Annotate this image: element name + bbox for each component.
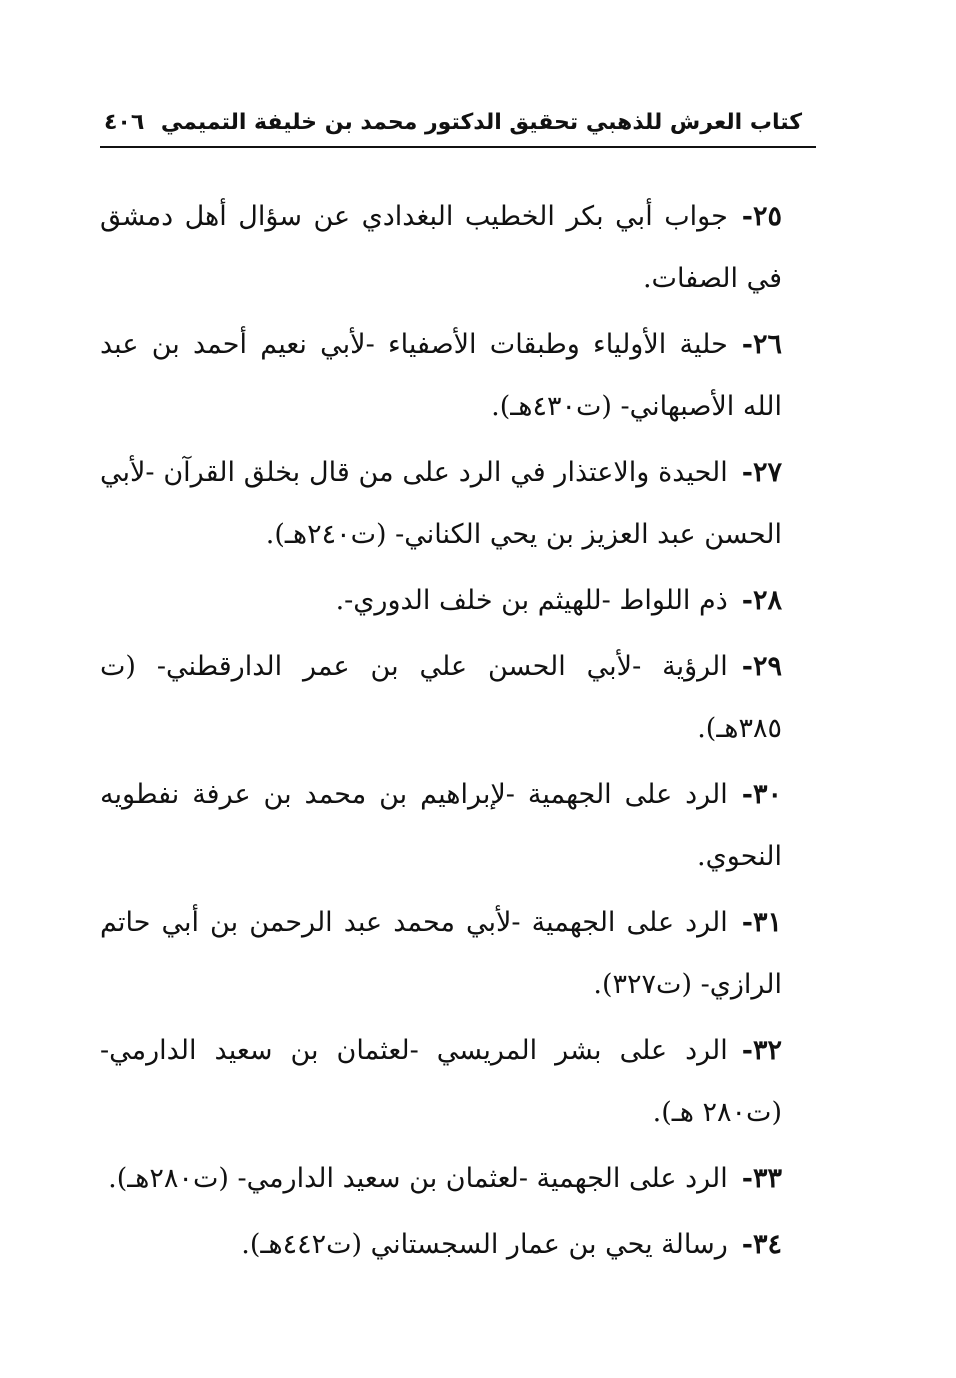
entry-text: الرد على الجهمية -لعثمان بن سعيد الدارمي- (ت٢٨٠هـ). — [108, 1163, 728, 1194]
entry-text: الرؤية -لأبي الحسن علي بن عمر الدارقطني- (ت ٣٨٥هـ). — [100, 651, 782, 744]
entry-number: ٢٥- — [741, 201, 782, 232]
list-item — [100, 1148, 782, 1210]
entry-number: ٢٩- — [741, 651, 782, 682]
entry-number: ٢٨- — [741, 585, 782, 616]
book-title: كتاب العرش للذهبي تحقيق الدكتور محمد بن خليفة التميمي — [160, 110, 802, 135]
entry-text: الحيدة والاعتذار في الرد على من قال بخلق القرآن -لأبي الحسن عبد العزيز بن يحي الكناني- (ت٢٤٠هـ). — [100, 457, 782, 550]
list-item — [100, 764, 782, 888]
list-item — [100, 570, 782, 632]
list-item — [100, 314, 782, 438]
entry-number: ٢٧- — [741, 457, 782, 488]
entry-number: ٣٢- — [741, 1035, 782, 1066]
entry-text: حلية الأولياء وطبقات الأصفياء -لأبي نعيم أحمد بن عبد الله الأصبهاني- (ت٤٣٠هـ). — [100, 329, 782, 422]
entry-text: رسالة يحي بن عمار السجستاني (ت٤٤٢هـ). — [241, 1229, 728, 1260]
entry-text: الرد على الجهمية -لأبي محمد عبد الرحمن بن أبي حاتم الرازي- (ت٣٢٧). — [100, 907, 782, 1000]
entry-number: ٣١- — [741, 907, 782, 938]
list-item — [100, 636, 782, 760]
entry-number: ٣٠- — [741, 779, 782, 810]
list-item — [100, 892, 782, 1016]
entry-number: ٣٤- — [741, 1229, 782, 1260]
page-number: ٤٠٦ — [104, 110, 145, 135]
list-item — [100, 1214, 782, 1276]
list-item — [100, 442, 782, 566]
entry-text: ذم اللواط -للهيثم بن خلف الدوري-. — [335, 585, 728, 616]
list-item — [100, 186, 782, 310]
header-rule — [100, 146, 816, 148]
entry-text: جواب أبي بكر الخطيب البغدادي عن سؤال أهل دمشق في الصفات. — [100, 201, 782, 294]
entry-number: ٢٦- — [741, 329, 782, 360]
running-header — [100, 104, 816, 148]
entry-text: الرد على الجهمية -لإبراهيم بن محمد بن عرفة نفطويه النحوي. — [100, 779, 782, 872]
bibliography-list — [100, 186, 782, 1280]
entry-text: الرد على بشر المريسي -لعثمان بن سعيد الدارمي- (ت٢٨٠ هـ). — [100, 1035, 782, 1128]
list-item — [100, 1020, 782, 1144]
entry-number: ٣٣- — [741, 1163, 782, 1194]
